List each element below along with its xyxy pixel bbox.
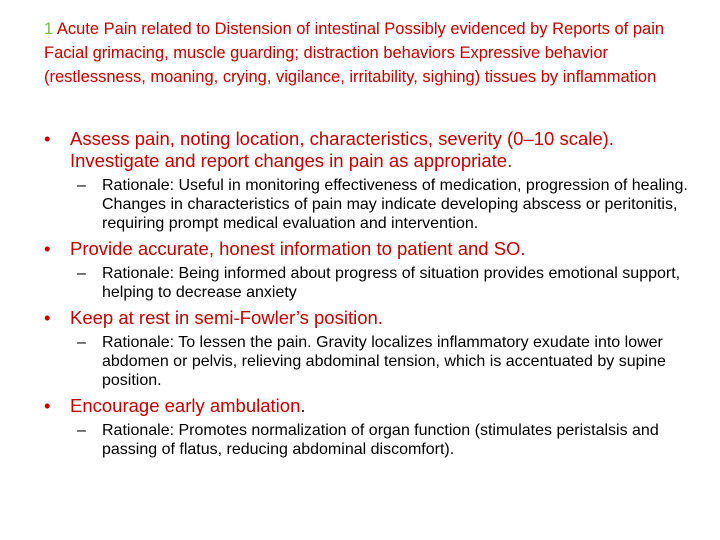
slide-title — [44, 17, 684, 89]
bullet-icon: • — [44, 395, 51, 416]
intervention-text: Encourage early ambulation — [70, 395, 301, 416]
dash-icon: – — [77, 334, 86, 351]
rationale-item — [44, 176, 694, 233]
intervention-tail: . — [300, 395, 306, 416]
title-text: Acute Pain related to Distension of intestinal Possibly evidenced by Reports of pain Facial grimacing, muscle guarding; distraction behaviors Expressive behavior (restlessness, moaning, crying, vigilance, irritability, sighing) tissues by inflammation — [44, 20, 665, 86]
rationale-text: Rationale: To lessen the pain. Gravity localizes inflammatory exudate into lower abdomen or pelvis, relieving abdominal tension, which is accentuated by supine position. — [102, 334, 666, 389]
bullet-icon: • — [44, 128, 51, 149]
dash-icon: – — [77, 422, 86, 439]
intervention-item — [44, 307, 694, 329]
bullet-icon: • — [44, 238, 51, 259]
intervention-item — [44, 395, 694, 417]
intervention-text: Provide accurate, honest information to patient and SO. — [70, 238, 526, 259]
intervention-item — [44, 128, 694, 172]
intervention-text: Assess pain, noting location, characteristics, severity (0–10 scale). Investigate and report changes in pain as appropriate. — [70, 128, 614, 171]
intervention-text: Keep at rest in semi-Fowler’s position. — [70, 307, 383, 328]
rationale-item — [44, 421, 694, 459]
rationale-item — [44, 333, 694, 390]
slide-content — [44, 128, 694, 459]
rationale-text: Rationale: Being informed about progress of situation provides emotional support, helping to decrease anxiety — [102, 265, 681, 301]
dash-icon: – — [77, 177, 86, 194]
title-number: 1 — [44, 20, 54, 38]
intervention-item — [44, 238, 694, 260]
rationale-item — [44, 264, 694, 302]
rationale-text: Rationale: Promotes normalization of organ function (stimulates peristalsis and passing of flatus, reducing abdominal discomfort). — [102, 422, 659, 458]
bullet-icon: • — [44, 307, 51, 328]
rationale-text: Rationale: Useful in monitoring effectiveness of medication, progression of healing. Changes in characteristics of pain may indicate developing abscess or peritonitis, requiring prompt medical evaluation and intervention. — [102, 177, 688, 232]
dash-icon: – — [77, 265, 86, 282]
